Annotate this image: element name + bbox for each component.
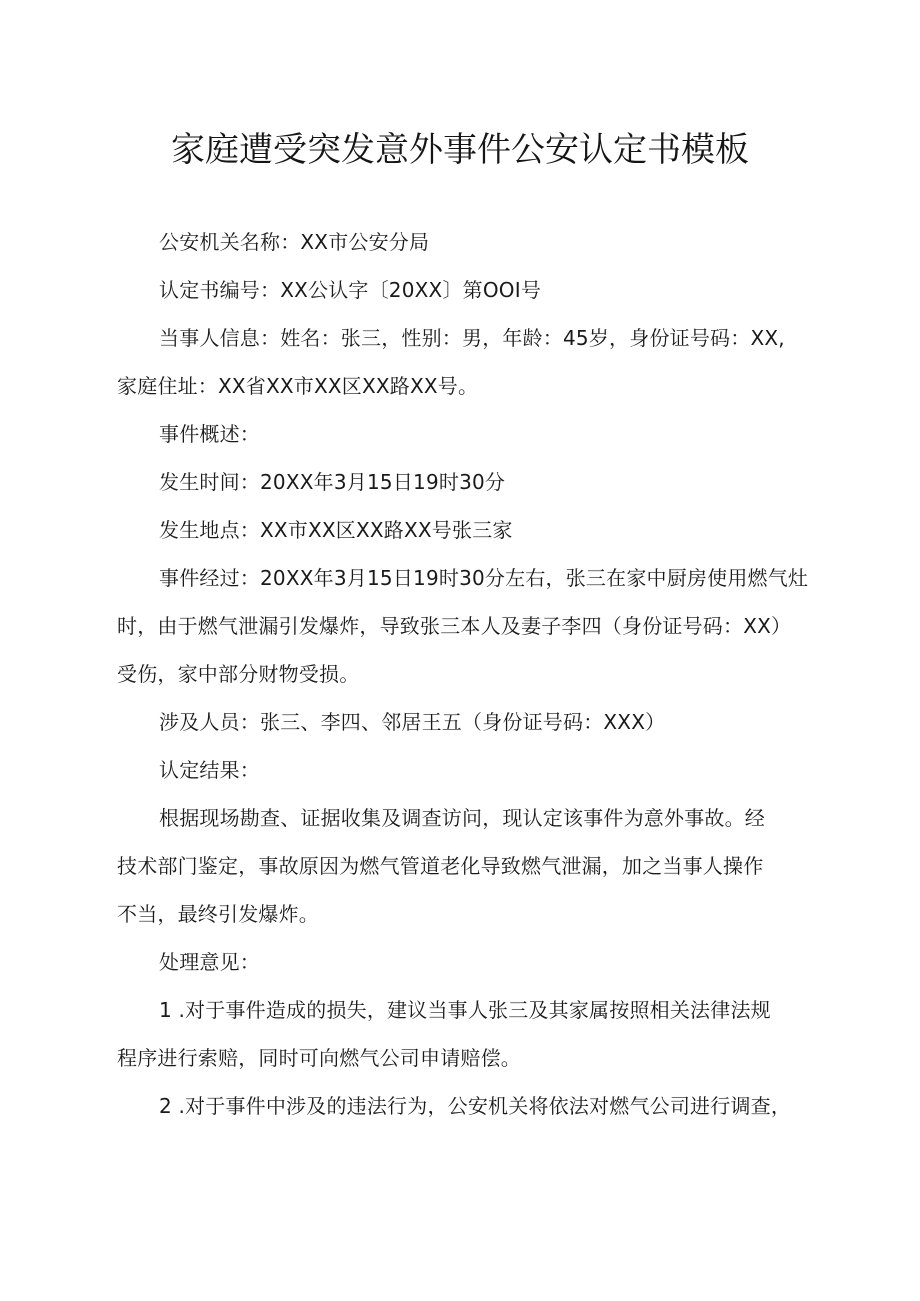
authority-line: 公安机关名称：XX市公安分局: [159, 230, 430, 254]
result-line-2: 技术部门鉴定，事故原因为燃气管道老化导致燃气泄漏，加之当事人操作: [117, 854, 764, 878]
doc-number-line: 认定书编号：XX公认字〔20XX〕第OOI号: [159, 278, 542, 302]
opinion-heading: 处理意见：: [159, 950, 260, 974]
result-line-1: 根据现场勘查、证据收集及调查访问，现认定该事件为意外事故。经: [159, 806, 765, 830]
process-line-3: 受伤，家中部分财物受损。: [117, 662, 360, 686]
party-info-line-2: 家庭住址：XX省XX市XX区XX路XX号。: [117, 374, 479, 398]
process-line-2: 时，由于燃气泄漏引发爆炸，导致张三本人及妻子李四（身份证号码：XX）: [117, 614, 792, 638]
document-title: 家庭遭受突发意外事件公安认定书模板: [171, 130, 749, 170]
opinion-2-line-1: 2 .对于事件中涉及的违法行为，公安机关将依法对燃气公司进行调查，: [159, 1094, 792, 1118]
document-body: [117, 218, 817, 1130]
time-line: 发生时间：20XX年3月15日19时30分: [159, 470, 506, 494]
party-info-line-1: 当事人信息：姓名：张三，性别：男，年龄：45岁，身份证号码：XX,: [159, 326, 785, 350]
place-line: 发生地点：XX市XX区XX路XX号张三家: [159, 518, 513, 542]
result-heading: 认定结果：: [159, 758, 260, 782]
overview-heading: 事件概述：: [159, 422, 260, 446]
process-line-1: 事件经过：20XX年3月15日19时30分左右，张三在家中厨房使用燃气灶: [159, 566, 809, 590]
result-line-3: 不当，最终引发爆炸。: [117, 902, 319, 926]
involved-line: 涉及人员：张三、李四、邻居王五（身份证号码：XXX）: [159, 710, 666, 734]
opinion-1-line-1: 1 .对于事件造成的损失，建议当事人张三及其家属按照相关法律法规: [159, 998, 771, 1022]
opinion-1-line-2: 程序进行索赔，同时可向燃气公司申请赔偿。: [117, 1046, 521, 1070]
